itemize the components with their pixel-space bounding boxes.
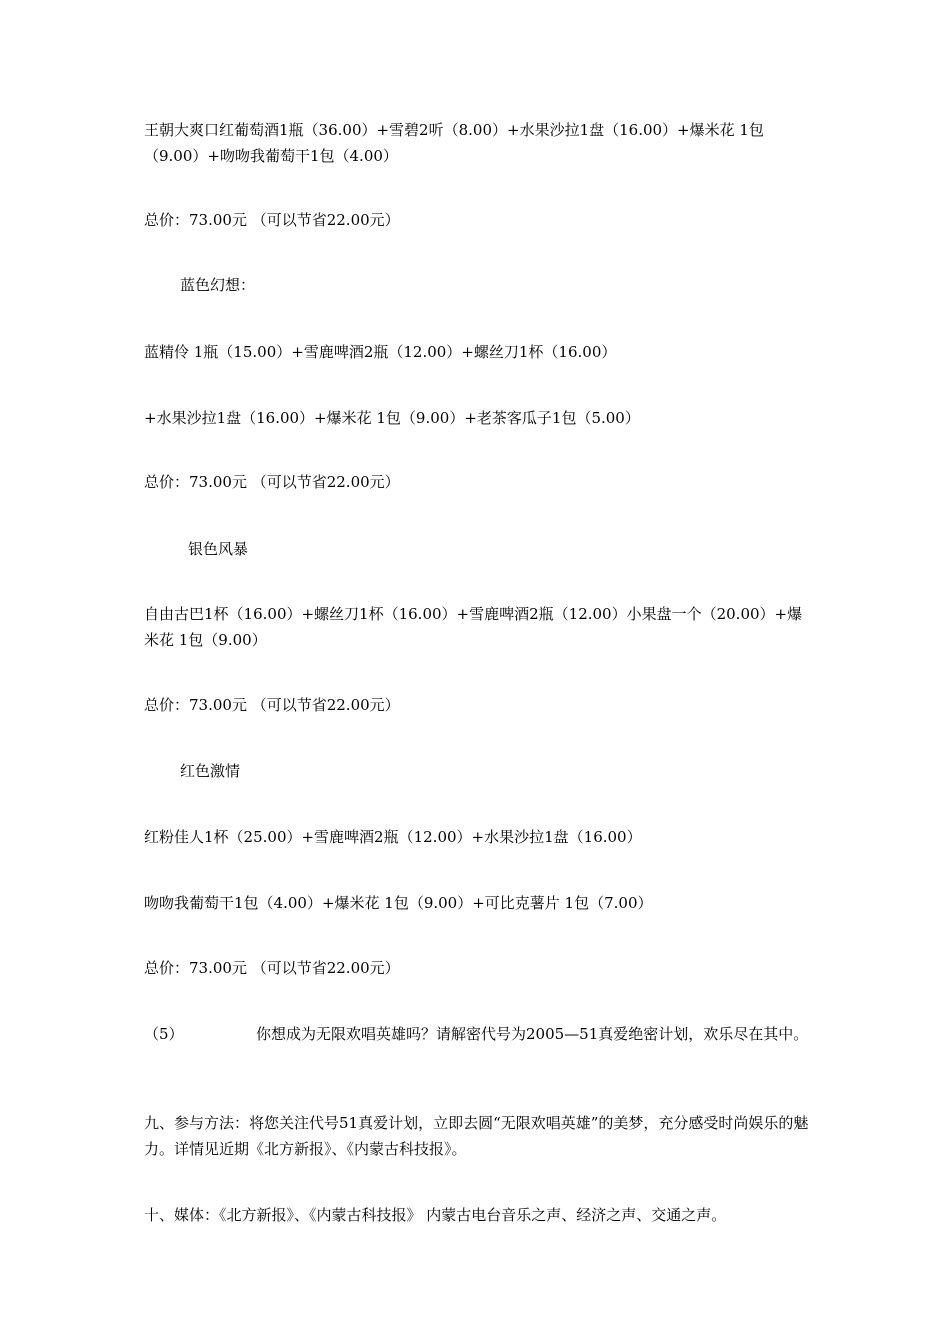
section-nine-participation: 九、参与方法：将您关注代号51真爱计划，立即去圆“无限欢唱英雄”的美梦，充分感受时尚娱乐的魅力。详情见近期《北方新报》、《内蒙古科技报》。 xyxy=(144,1114,809,1158)
section-5-text: 你想成为无限欢唱英雄吗？请解密代号为2005—51真爱绝密计划，欢乐尽在其中。 xyxy=(256,1025,809,1043)
total-price-4: 总价：73.00元 （可以节省22.00元） xyxy=(144,959,400,977)
silver-storm-items: 自由古巴1杯（16.00）+螺丝刀1杯（16.00）+雪鹿啤酒2瓶（12.00）小果盘一个（20.00）+爆米花 1包（9.00） xyxy=(144,605,803,649)
package-title-silver-storm: 银色风暴 xyxy=(188,540,249,558)
menu-package-wine-items: 王朝大爽口红葡萄酒1瓶（36.00）+雪碧2听（8.00）+水果沙拉1盘（16.00）+爆米花 1包（9.00）+吻吻我葡萄干1包（4.00） xyxy=(144,121,764,165)
blue-fantasy-items-line2: +水果沙拉1盘（16.00）+爆米花 1包（9.00）+老茶客瓜子1包（5.00） xyxy=(144,409,640,427)
total-price-1: 总价：73.00元 （可以节省22.00元） xyxy=(144,211,400,229)
section-ten-media: 十、媒体：《北方新报》、《内蒙古科技报》 内蒙古电台音乐之声、经济之声、交通之声。 xyxy=(144,1206,727,1224)
red-passion-items-line2: 吻吻我葡萄干1包（4.00）+爆米花 1包（9.00）+可比克薯片 1包（7.00） xyxy=(144,894,653,912)
total-price-3: 总价：73.00元 （可以节省22.00元） xyxy=(144,696,400,714)
section-5-wrapper xyxy=(144,1021,816,1073)
section-5-number: （5） xyxy=(144,1025,184,1043)
package-title-blue-fantasy: 蓝色幻想： xyxy=(180,276,256,294)
total-price-2: 总价：73.00元 （可以节省22.00元） xyxy=(144,473,400,491)
section-5 xyxy=(144,1021,816,1073)
red-passion-items-line1: 红粉佳人1杯（25.00）+雪鹿啤酒2瓶（12.00）+水果沙拉1盘（16.00） xyxy=(144,828,642,846)
package-title-red-passion: 红色激情 xyxy=(180,762,241,780)
blue-fantasy-items-line1: 蓝精伶 1瓶（15.00）+雪鹿啤酒2瓶（12.00）+螺丝刀1杯（16.00） xyxy=(144,343,617,361)
